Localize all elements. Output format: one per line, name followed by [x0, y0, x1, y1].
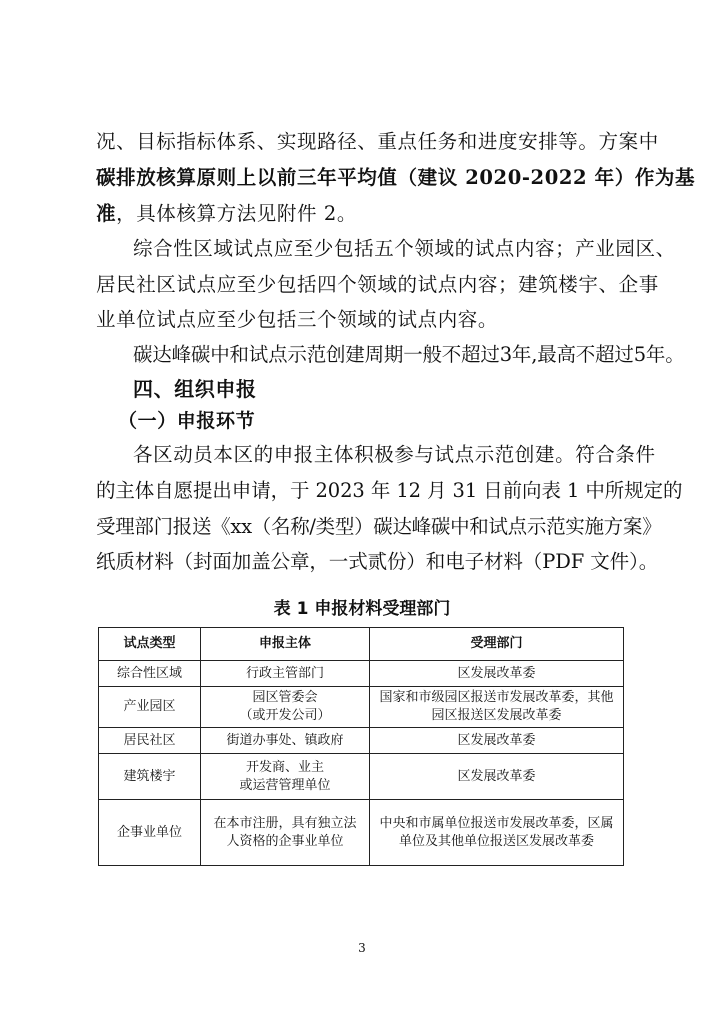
cell-applicant [201, 687, 370, 728]
cell-department [370, 687, 624, 728]
table-row [99, 754, 624, 800]
paragraph-line: 各区动员本区的申报主体积极参与试点示范创建。符合条件 [133, 443, 656, 466]
cell-type: 居民社区 [99, 728, 201, 754]
cell-line: 区发展改革委 [457, 768, 536, 784]
cell-line: 街道办事处、镇政府 [226, 732, 344, 748]
cell-applicant [201, 800, 370, 866]
table-row [99, 728, 624, 754]
cell-applicant [201, 728, 370, 754]
cell-type: 企事业单位 [99, 800, 201, 866]
cell-department [370, 754, 624, 800]
cell-line: 人资格的企事业单位 [226, 833, 344, 849]
cell-type: 综合性区域 [99, 661, 201, 687]
cell-applicant [201, 754, 370, 800]
subsection-heading: （一）申报环节 [118, 410, 256, 432]
cell-type: 产业园区 [99, 687, 201, 728]
paragraph-line: 居民社区试点应至少包括四个领域的试点内容；建筑楼宇、企事 [96, 273, 659, 296]
paragraph-line: 综合性区域试点应至少包括五个领域的试点内容；产业园区、 [133, 237, 676, 260]
cell-department [370, 661, 624, 687]
cell-line: 开发商、业主 [245, 759, 324, 775]
paragraph-line-bold: 碳排放核算原则上以前三年平均值（建议 2020-2022 年）作为基 [96, 166, 696, 189]
cell-line: 或运营管理单位 [239, 777, 331, 793]
page-number: 3 [358, 941, 366, 955]
paragraph-line: 碳达峰碳中和试点示范创建周期一般不超过3年,最高不超过5年。 [133, 343, 685, 366]
cell-line: 单位及其他单位报送区发展改革委 [398, 833, 594, 849]
bold-text: 准 [96, 202, 117, 225]
cell-line: 区发展改革委 [457, 732, 536, 748]
cell-line: 国家和市级园区报送市发展改革委，其他 [379, 690, 614, 705]
cell-line: 区发展改革委 [457, 665, 536, 681]
paragraph-line: 纸质材料（封面加盖公章，一式贰份）和电子材料（PDF 文件）。 [96, 550, 659, 573]
paragraph-line: 业单位试点应至少包括三个领域的试点内容。 [96, 308, 499, 331]
table-row [99, 800, 624, 866]
paragraph-line: 的主体自愿提出申请，于 2023 年 12 月 31 日前向表 1 中所规定的 [96, 479, 683, 502]
cell-department [370, 728, 624, 754]
header-cell-department: 受理部门 [370, 628, 624, 661]
plain-text: ，具体核算方法见附件 2。 [116, 202, 358, 225]
table-caption: 表 1 申报材料受理部门 [273, 599, 451, 619]
cell-line: 在本市注册，具有独立法 [213, 815, 357, 831]
cell-line: 行政主管部门 [245, 665, 324, 681]
cell-department [370, 800, 624, 866]
table-row [99, 661, 624, 687]
paragraph-line [96, 199, 636, 229]
cell-line: 园区管委会 [252, 690, 318, 705]
section-heading: 四、组织申报 [133, 377, 257, 401]
header-cell-applicant: 申报主体 [201, 628, 370, 661]
table-row [99, 687, 624, 728]
paragraph-line: 况、目标指标体系、实现路径、重点任务和进度安排等。方案中 [96, 130, 659, 153]
submission-table [98, 627, 624, 866]
paragraph-line: 受理部门报送《xx（名称/类型）碳达峰碳中和试点示范实施方案》 [96, 515, 662, 538]
cell-line: 园区报送区发展改革委 [431, 708, 562, 723]
cell-type: 建筑楼宇 [99, 754, 201, 800]
cell-applicant [201, 661, 370, 687]
header-cell-type: 试点类型 [99, 628, 201, 661]
cell-line: 中央和市属单位报送市发展改革委，区属 [379, 815, 614, 831]
cell-line: （或开发公司） [239, 708, 331, 723]
table-header-row [99, 628, 624, 661]
